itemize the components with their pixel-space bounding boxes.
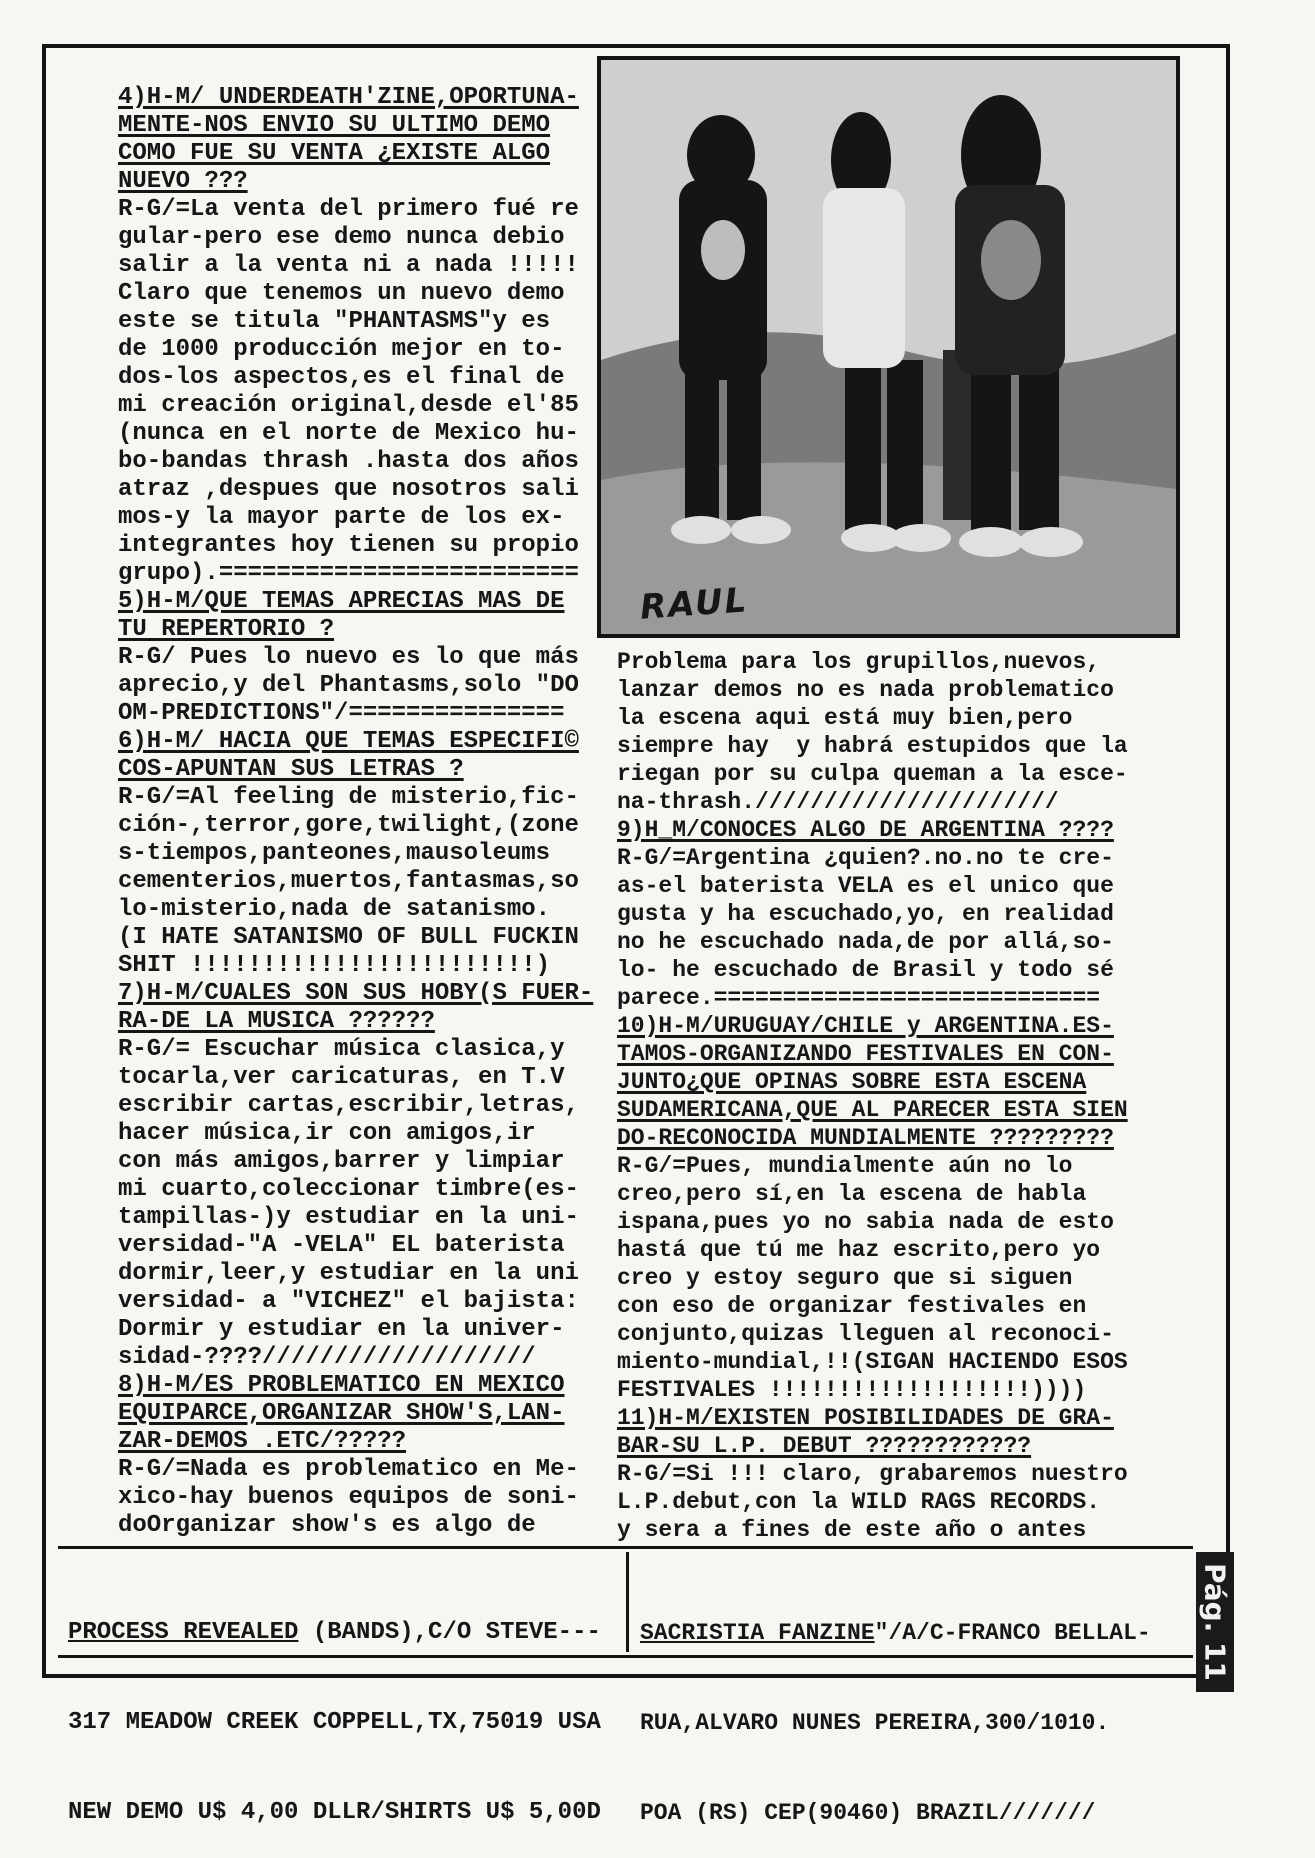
answer-line: gular-pero ese demo nunca debio bbox=[118, 224, 565, 251]
answer-line: as-el baterista VELA es el unico que bbox=[617, 873, 1114, 899]
ad-left-line1: (BANDS),C/O STEVE--- bbox=[298, 1619, 601, 1646]
ad-process-revealed bbox=[68, 1558, 601, 1858]
answer-line: aprecio,y del Phantasms,solo "DO bbox=[118, 672, 579, 699]
page-number: Pág. 11 bbox=[1198, 1562, 1232, 1682]
answer-line: Dormir y estudiar en la univer- bbox=[118, 1316, 565, 1343]
answer-line: riegan por su culpa queman a la esce- bbox=[617, 761, 1128, 787]
answer-line: mi cuarto,coleccionar timbre(es- bbox=[118, 1176, 579, 1203]
answer-line: lo-misterio,nada de satanismo. bbox=[118, 896, 551, 923]
answer-line: dos-los aspectos,es el final de bbox=[118, 364, 565, 391]
photo-caption: RAUL bbox=[638, 580, 750, 628]
answer-line: Claro que tenemos un nuevo demo bbox=[118, 280, 565, 307]
answer-line: con más amigos,barrer y limpiar bbox=[118, 1148, 565, 1175]
answer-line: dormir,leer,y estudiar en la uni bbox=[118, 1260, 579, 1287]
answer-line: ispana,pues yo no sabia nada de esto bbox=[617, 1209, 1114, 1235]
question-line: TU REPERTORIO ? bbox=[118, 616, 335, 643]
answer-line: gusta y ha escuchado,yo, en realidad bbox=[617, 901, 1114, 927]
question-line: 7)H-M/CUALES SON SUS HOBY(S FUER- bbox=[118, 980, 594, 1007]
answer-line: atraz ,despues que nosotros sali bbox=[118, 476, 579, 503]
question-line: 6)H-M/ HACIA QUE TEMAS ESPECIFI© bbox=[118, 728, 579, 755]
answer-line: na-thrash.////////////////////// bbox=[617, 789, 1059, 815]
band-photo bbox=[597, 56, 1180, 638]
band-photo-image bbox=[601, 60, 1180, 638]
answer-line: y sera a fines de este año o antes bbox=[617, 1517, 1087, 1543]
answer-line: integrantes hoy tienen su propio bbox=[118, 532, 579, 559]
answer-line: miento-mundial,!!(SIGAN HACIENDO ESOS bbox=[617, 1349, 1128, 1375]
ad-right-line3: POA (RS) CEP(90460) BRAZIL/////// bbox=[640, 1800, 1096, 1826]
question-line: SUDAMERICANA,QUE AL PARECER ESTA SIEN bbox=[617, 1097, 1128, 1123]
question-line: ZAR-DEMOS .ETC/????? bbox=[118, 1428, 407, 1455]
ad-sacristia-fanzine bbox=[640, 1558, 1151, 1858]
question-line: RA-DE LA MUSICA ?????? bbox=[118, 1008, 435, 1035]
question-line: 11)H-M/EXISTEN POSIBILIDADES DE GRA- bbox=[617, 1405, 1114, 1431]
question-line: 10)H-M/URUGUAY/CHILE y ARGENTINA.ES- bbox=[617, 1013, 1114, 1039]
answer-line: R-G/=Si !!! claro, grabaremos nuestro bbox=[617, 1461, 1128, 1487]
answer-line: parece.============================ bbox=[617, 985, 1101, 1011]
ads-divider bbox=[626, 1552, 629, 1652]
answer-line: versidad-"A -VELA" EL baterista bbox=[118, 1232, 565, 1259]
question-line: MENTE-NOS ENVIO SU ULTIMO DEMO bbox=[118, 112, 551, 139]
answer-line: R-G/=La venta del primero fué re bbox=[118, 196, 579, 223]
answer-line: lo- he escuchado de Brasil y todo sé bbox=[617, 957, 1114, 983]
answer-line: s-tiempos,panteones,mausoleums bbox=[118, 840, 551, 867]
answer-line: lanzar demos no es nada problematico bbox=[617, 677, 1114, 703]
ad-right-line2: RUA,ALVARO NUNES PEREIRA,300/1010. bbox=[640, 1710, 1110, 1736]
ad-right-title: SACRISTIA FANZINE bbox=[640, 1620, 875, 1646]
question-line: 9)H_M/CONOCES ALGO DE ARGENTINA ???? bbox=[617, 817, 1114, 843]
answer-line: R-G/=Pues, mundialmente aún no lo bbox=[617, 1153, 1073, 1179]
question-line: COMO FUE SU VENTA ¿EXISTE ALGO bbox=[118, 140, 551, 167]
question-line: DO-RECONOCIDA MUNDIALMENTE ????????? bbox=[617, 1125, 1114, 1151]
answer-line: escribir cartas,escribir,letras, bbox=[118, 1092, 579, 1119]
answer-line: tocarla,ver caricaturas, en T.V bbox=[118, 1064, 565, 1091]
left-text-column bbox=[118, 84, 596, 1540]
right-text-column bbox=[617, 648, 1187, 1544]
answer-line: sidad-????/////////////////// bbox=[118, 1344, 536, 1371]
answer-line: xico-hay buenos equipos de soni- bbox=[118, 1484, 579, 1511]
answer-line: R-G/= Escuchar música clasica,y bbox=[118, 1036, 565, 1063]
question-line: 4)H-M/ UNDERDEATH'ZINE,OPORTUNA- bbox=[118, 84, 579, 111]
answer-line: con eso de organizar festivales en bbox=[617, 1293, 1087, 1319]
ad-left-line3: NEW DEMO U$ 4,00 DLLR/SHIRTS U$ 5,00D bbox=[68, 1799, 601, 1826]
answer-line: SHIT !!!!!!!!!!!!!!!!!!!!!!!!) bbox=[118, 952, 551, 979]
question-line: NUEVO ??? bbox=[118, 168, 248, 195]
answer-line: mi creación original,desde el'85 bbox=[118, 392, 579, 419]
question-line: 8)H-M/ES PROBLEMATICO EN MEXICO bbox=[118, 1372, 565, 1399]
answer-line: creo y estoy seguro que si siguen bbox=[617, 1265, 1073, 1291]
question-line: EQUIPARCE,ORGANIZAR SHOW'S,LAN- bbox=[118, 1400, 565, 1427]
answer-line: conjunto,quizas lleguen al reconoci- bbox=[617, 1321, 1114, 1347]
ad-left-title: PROCESS REVEALED bbox=[68, 1619, 299, 1646]
answer-line: tampillas-)y estudiar en la uni- bbox=[118, 1204, 579, 1231]
answer-line: este se titula "PHANTASMS"y es bbox=[118, 308, 551, 335]
ad-left-line2: 317 MEADOW CREEK COPPELL,TX,75019 USA bbox=[68, 1709, 601, 1736]
answer-line: ción-,terror,gore,twilight,(zone bbox=[118, 812, 579, 839]
answer-line: hastá que tú me haz escrito,pero yo bbox=[617, 1237, 1101, 1263]
answer-line: hacer música,ir con amigos,ir bbox=[118, 1120, 536, 1147]
question-line: TAMOS-ORGANIZANDO FESTIVALES EN CON- bbox=[617, 1041, 1114, 1067]
question-line: 5)H-M/QUE TEMAS APRECIAS MAS DE bbox=[118, 588, 565, 615]
answer-line: de 1000 producción mejor en to- bbox=[118, 336, 565, 363]
answer-line: creo,pero sí,en la escena de habla bbox=[617, 1181, 1087, 1207]
answer-line: R-G/ Pues lo nuevo es lo que más bbox=[118, 644, 579, 671]
answer-line: no he escuchado nada,de por allá,so- bbox=[617, 929, 1114, 955]
answer-line: siempre hay y habrá estupidos que la bbox=[617, 733, 1128, 759]
answer-line: R-G/=Nada es problematico en Me- bbox=[118, 1456, 579, 1483]
answer-line: doOrganizar show's es algo de bbox=[118, 1512, 536, 1539]
answer-line: (nunca en el norte de Mexico hu- bbox=[118, 420, 579, 447]
answer-line: la escena aqui está muy bien,pero bbox=[617, 705, 1073, 731]
ad-right-line1: "/A/C-FRANCO BELLAL- bbox=[874, 1620, 1151, 1646]
answer-line: (I HATE SATANISMO OF BULL FUCKIN bbox=[118, 924, 579, 951]
answer-line: OM-PREDICTIONS"/=============== bbox=[118, 700, 565, 727]
answer-line: bo-bandas thrash .hasta dos años bbox=[118, 448, 579, 475]
answer-line: FESTIVALES !!!!!!!!!!!!!!!!!!!)))) bbox=[617, 1377, 1087, 1403]
answer-line: R-G/=Al feeling de misterio,fic- bbox=[118, 784, 579, 811]
answer-line: cementerios,muertos,fantasmas,so bbox=[118, 868, 579, 895]
answer-line: L.P.debut,con la WILD RAGS RECORDS. bbox=[617, 1489, 1101, 1515]
answer-line: Problema para los grupillos,nuevos, bbox=[617, 649, 1101, 675]
answer-line: mos-y la mayor parte de los ex- bbox=[118, 504, 565, 531]
question-line: BAR-SU L.P. DEBUT ???????????? bbox=[617, 1433, 1032, 1459]
page-number-tab bbox=[1196, 1552, 1234, 1692]
question-line: COS-APUNTAN SUS LETRAS ? bbox=[118, 756, 464, 783]
answer-line: salir a la venta ni a nada !!!!! bbox=[118, 252, 579, 279]
answer-line: grupo).========================= bbox=[118, 560, 579, 587]
answer-line: R-G/=Argentina ¿quien?.no.no te cre- bbox=[617, 845, 1114, 871]
question-line: JUNTO¿QUE OPINAS SOBRE ESTA ESCENA bbox=[617, 1069, 1087, 1095]
answer-line: versidad- a "VICHEZ" el bajista: bbox=[118, 1288, 579, 1315]
